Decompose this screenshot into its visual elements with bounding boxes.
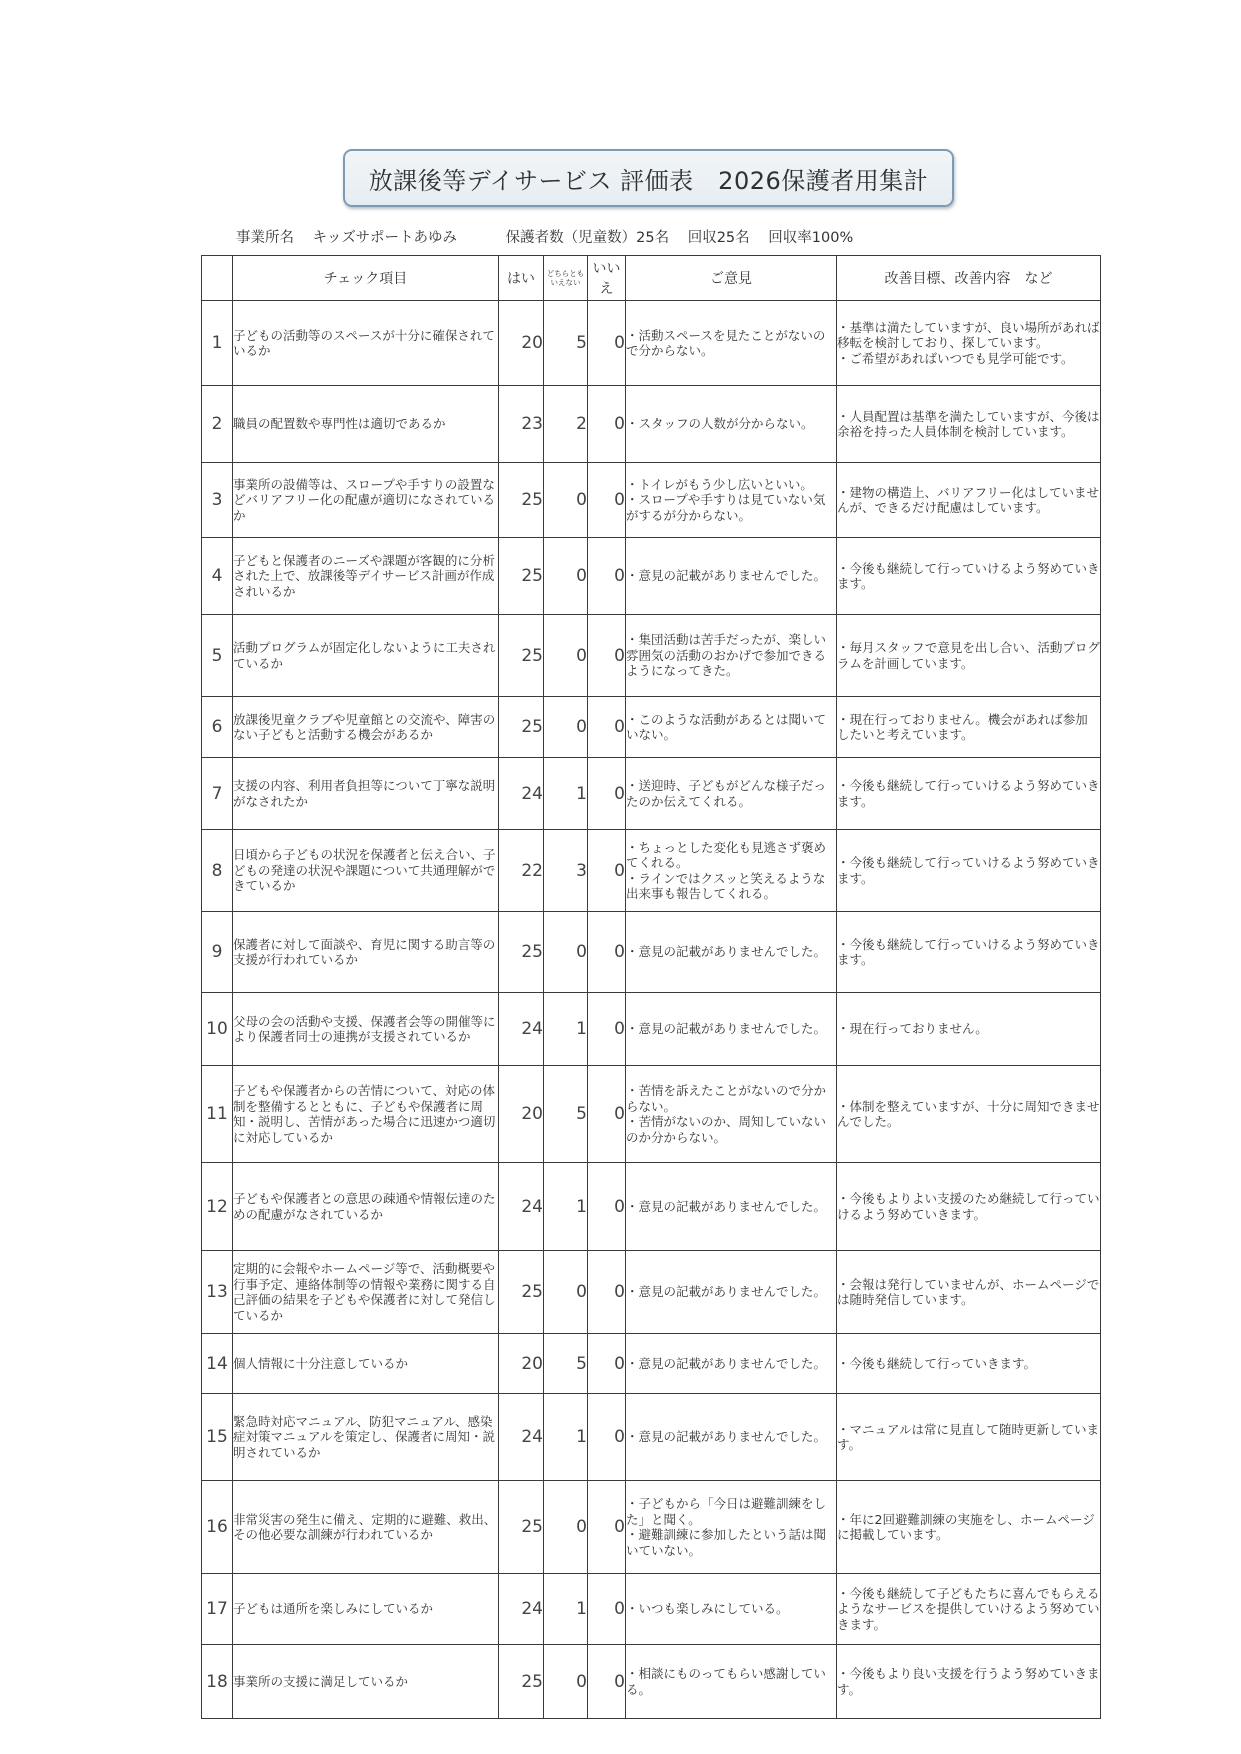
opinion-line: ・意見の記載がありませんでした。 [626,1429,827,1445]
opinion-line: ・苦情がないのか、周知していないのか分からない。 [626,1114,827,1145]
opinion-line: ・活動スペースを見たことがないので分からない。 [626,327,826,358]
neither-count: 5 [544,1066,588,1163]
row-number: 6 [202,697,233,758]
yes-count: 25 [499,912,544,993]
table-row [202,1574,1101,1645]
no-count: 0 [588,758,626,830]
yes-count: 24 [499,993,544,1066]
no-count: 0 [588,615,626,697]
improvements-cell [837,538,1101,615]
opinion-line: ・送迎時、子どもがどんな様子だったのか伝えてくれる。 [626,778,827,809]
neither-count: 5 [544,1334,588,1394]
improvements-cell [837,1481,1101,1574]
col-header-yes: はい [499,256,544,301]
improvements-cell [837,1163,1101,1251]
improvement-line: ・今後も継続して行っていきます。 [837,1355,1037,1371]
no-count: 0 [588,912,626,993]
no-count: 0 [588,1163,626,1251]
check-item: 子どもや保護者との意思の疎通や情報伝達のための配慮がなされているか [233,1163,499,1251]
table-row [202,615,1101,697]
row-number: 9 [202,912,233,993]
yes-count: 20 [499,301,544,386]
check-item: 子どもと保護者のニーズや課題が客観的に分析された上で、放課後等デイサービス計画が作成されいるか [233,538,499,615]
opinion-line: ・ラインではクスッと笑えるような出来事も報告してくれる。 [626,870,826,901]
table-row [202,993,1101,1066]
neither-count: 3 [544,830,588,912]
table-row [202,1481,1101,1574]
check-item: 事業所の設備等は、スロープや手すりの設置などバリアフリー化の配慮が適切になされているか [233,463,499,538]
improvement-line: ・現在行っておりません。 [837,1021,988,1037]
improvement-line: ・今後も継続して行っていけるよう努めていきます。 [837,560,1100,591]
opinion-line: ・集団活動は苦手だったが、楽しい雰囲気の活動のおかげで参加できるようになってきた。 [626,632,827,679]
row-number: 5 [202,615,233,697]
yes-count: 22 [499,830,544,912]
table-row [202,386,1101,463]
opinion-line: ・意見の記載がありませんでした。 [626,1198,827,1214]
improvement-line: ・今後も継続して行っていけるよう努めていきます。 [837,936,1100,967]
row-number: 8 [202,830,233,912]
opinions-cell [626,463,837,538]
yes-count: 25 [499,615,544,697]
yes-count: 25 [499,1481,544,1574]
improvement-line: ・会報は発行していませんが、ホームページでは随時発信しています。 [837,1276,1100,1307]
improvements-cell [837,758,1101,830]
opinion-line: ・意見の記載がありませんでした。 [626,1021,827,1037]
improvement-line: ・今後も継続して子どもたちに喜んでもらえるようなサービスを提供していけるよう努めていきます。 [837,1585,1100,1632]
page-title: 放課後等デイサービス 評価表 2026保護者用集計 [368,166,929,195]
col-header-neither: どちらともいえない [544,256,588,301]
row-number: 2 [202,386,233,463]
table-row [202,1251,1101,1334]
no-count: 0 [588,538,626,615]
yes-count: 24 [499,1574,544,1645]
col-header-opinions: ご意見 [626,256,837,301]
yes-count: 25 [499,463,544,538]
neither-count: 0 [544,1645,588,1719]
improvements-cell [837,615,1101,697]
row-number: 4 [202,538,233,615]
opinion-line: ・スタッフの人数が分からない。 [626,416,814,432]
opinion-line: ・相談にものってもらい感謝している。 [626,1666,826,1697]
improvement-line: ・年に2回避難訓練の実施をし、ホームページに掲載しています。 [837,1511,1095,1542]
neither-count: 1 [544,993,588,1066]
table-row [202,1394,1101,1481]
opinion-line: ・子どもから「今日は避難訓練をした」と聞く。 [626,1496,827,1527]
improvement-line: ・今後もよりよい支援のため継続して行っていけるよう努めていきます。 [837,1191,1100,1222]
check-item: 日頃から子どもの状況を保護者と伝え合い、子どもの発達の状況や課題について共通理解ができているか [233,830,499,912]
opinions-cell [626,615,837,697]
neither-count: 0 [544,697,588,758]
no-count: 0 [588,386,626,463]
no-count: 0 [588,1574,626,1645]
improvements-cell [837,912,1101,993]
no-count: 0 [588,993,626,1066]
improvement-line: ・人員配置は基準を満たしていますが、今後は余裕を持った人員体制を検討しています。 [837,408,1100,439]
improvement-line: ・体制を整えていますが、十分に周知できませんでした。 [837,1098,1100,1129]
opinions-cell [626,1574,837,1645]
row-number: 15 [202,1394,233,1481]
row-number: 11 [202,1066,233,1163]
opinion-line: ・意見の記載がありませんでした。 [626,1355,827,1371]
improvements-cell [837,1334,1101,1394]
row-number: 3 [202,463,233,538]
improvements-cell [837,386,1101,463]
check-item: 非常災害の発生に備え、定期的に避難、救出、その他必要な訓練が行われているか [233,1481,499,1574]
no-count: 0 [588,830,626,912]
neither-count: 0 [544,615,588,697]
neither-count: 0 [544,912,588,993]
row-number: 17 [202,1574,233,1645]
check-item: 保護者に対して面談や、育児に関する助言等の支援が行われているか [233,912,499,993]
row-number: 18 [202,1645,233,1719]
neither-count: 1 [544,1394,588,1481]
yes-count: 24 [499,1163,544,1251]
improvements-cell [837,301,1101,386]
opinion-line: ・避難訓練に参加したという話は聞いていない。 [626,1527,827,1558]
improvements-cell [837,830,1101,912]
table-row [202,758,1101,830]
col-header-improvements: 改善目標、改善内容 など [837,256,1101,301]
opinions-cell [626,758,837,830]
improvement-line: ・現在行っておりません。機会があれば参加したいと考えています。 [837,711,1088,742]
check-item: 父母の会の活動や支援、保護者会等の開催等により保護者同士の連携が支援されているか [233,993,499,1066]
improvement-line: ・ご希望があればいつでも見学可能です。 [837,350,1074,366]
opinions-cell [626,1163,837,1251]
opinion-line: ・意見の記載がありませんでした。 [626,1284,827,1300]
no-count: 0 [588,301,626,386]
no-count: 0 [588,463,626,538]
improvements-cell [837,993,1101,1066]
check-item: 個人情報に十分注意しているか [233,1334,499,1394]
row-number: 1 [202,301,233,386]
opinions-cell [626,912,837,993]
col-header-no-answer: いいえ [588,256,626,301]
neither-count: 1 [544,758,588,830]
improvement-line: ・今後も継続して行っていけるよう努めていきます。 [837,778,1100,809]
neither-count: 1 [544,1574,588,1645]
check-item: 緊急時対応マニュアル、防犯マニュアル、感染症対策マニュアルを策定し、保護者に周知・説明されているか [233,1394,499,1481]
opinions-cell [626,1481,837,1574]
opinions-cell [626,1066,837,1163]
check-item: 子どもや保護者からの苦情について、対応の体制を整備するとともに、子どもや保護者に周知・説明し、苦情があった場合に迅速かつ適切に対応しているか [233,1066,499,1163]
improvements-cell [837,1066,1101,1163]
check-item: 支援の内容、利用者負担等について丁寧な説明がなされたか [233,758,499,830]
check-item: 定期的に会報やホームページ等で、活動概要や行事予定、連絡体制等の情報や業務に関する自己評価の結果を子どもや保護者に対して発信しているか [233,1251,499,1334]
table-row [202,463,1101,538]
opinions-cell [626,538,837,615]
table-row [202,301,1101,386]
opinion-line: ・ちょっとした変化も見逃さず褒めてくれる。 [626,839,827,870]
opinions-cell [626,697,837,758]
opinion-line: ・いつも楽しみにしている。 [626,1601,789,1617]
improvement-line: ・マニュアルは常に見直して随時更新しています。 [837,1421,1100,1452]
row-number: 16 [202,1481,233,1574]
yes-count: 24 [499,758,544,830]
opinions-cell [626,301,837,386]
yes-count: 25 [499,697,544,758]
neither-count: 0 [544,1251,588,1334]
improvements-cell [837,463,1101,538]
title-box [343,149,954,207]
opinion-line: ・意見の記載がありませんでした。 [626,568,827,584]
yes-count: 25 [499,1645,544,1719]
opinions-cell [626,1334,837,1394]
opinions-cell [626,1645,837,1719]
neither-count: 0 [544,463,588,538]
yes-count: 20 [499,1066,544,1163]
row-number: 10 [202,993,233,1066]
table-row [202,1066,1101,1163]
parents-count: 保護者数（児童数）25名 [505,230,670,246]
check-item: 子どもの活動等のスペースが十分に確保されているか [233,301,499,386]
improvement-line: ・建物の構造上、バリアフリー化はしていませんが、できるだけ配慮はしています。 [837,484,1100,515]
table-row [202,1163,1101,1251]
row-number: 13 [202,1251,233,1334]
no-count: 0 [588,697,626,758]
check-item: 放課後児童クラブや児童館との交流や、障害のない子どもと活動する機会があるか [233,697,499,758]
opinions-cell [626,993,837,1066]
row-number: 12 [202,1163,233,1251]
opinion-line: ・このような活動があるとは聞いていない。 [626,711,827,742]
meta-line [236,226,853,247]
check-item: 職員の配置数や専門性は適切であるか [233,386,499,463]
yes-count: 25 [499,538,544,615]
col-header-check-item: チェック項目 [233,256,499,301]
yes-count: 23 [499,386,544,463]
neither-count: 0 [544,538,588,615]
no-count: 0 [588,1394,626,1481]
row-number: 7 [202,758,233,830]
yes-count: 24 [499,1394,544,1481]
neither-count: 5 [544,301,588,386]
table-row [202,1334,1101,1394]
improvement-line: ・毎月スタッフで意見を出し合い、活動プログラムを計画しています。 [837,640,1100,671]
table-row [202,912,1101,993]
neither-count: 0 [544,1481,588,1574]
row-number: 14 [202,1334,233,1394]
yes-count: 25 [499,1251,544,1334]
improvement-line: ・今後も継続して行っていけるよう努めていきます。 [837,855,1100,886]
col-header-no [202,256,233,301]
table-body [202,301,1101,1719]
opinions-cell [626,386,837,463]
opinion-line: ・苦情を訴えたことがないので分からない。 [626,1083,827,1114]
table-header-row [202,256,1101,301]
no-count: 0 [588,1066,626,1163]
opinion-line: ・トイレがもう少し広いといい。 [626,476,813,492]
neither-count: 1 [544,1163,588,1251]
neither-count: 2 [544,386,588,463]
office-name: キッズサポートあゆみ [312,230,458,246]
improvements-cell [837,1574,1101,1645]
improvement-line: ・今後もより良い支援を行うよう努めていきます。 [837,1666,1100,1697]
table-row [202,830,1101,912]
collected-count: 回収25名 [687,230,750,246]
opinions-cell [626,1394,837,1481]
improvements-cell [837,1251,1101,1334]
yes-count: 20 [499,1334,544,1394]
opinion-line: ・意見の記載がありませんでした。 [626,944,827,960]
check-item: 子どもは通所を楽しみにしているか [233,1574,499,1645]
improvement-line: ・基準は満たしていますが、良い場所があれば移転を検討しており、探しています。 [837,319,1100,351]
opinion-line: ・スロープや手すりは見ていない気がするが分からない。 [626,492,826,523]
collection-rate: 回収率100% [768,230,854,246]
improvements-cell [837,1645,1101,1719]
check-item: 事業所の支援に満足しているか [233,1645,499,1719]
opinions-cell [626,830,837,912]
no-count: 0 [588,1481,626,1574]
improvements-cell [837,1394,1101,1481]
office-label: 事業所名 [236,230,294,246]
opinions-cell [626,1251,837,1334]
no-count: 0 [588,1334,626,1394]
check-item: 活動プログラムが固定化しないように工夫されているか [233,615,499,697]
table-row [202,697,1101,758]
evaluation-table [201,255,1101,1719]
no-count: 0 [588,1251,626,1334]
table-row [202,1645,1101,1719]
table-row [202,538,1101,615]
improvements-cell [837,697,1101,758]
no-count: 0 [588,1645,626,1719]
